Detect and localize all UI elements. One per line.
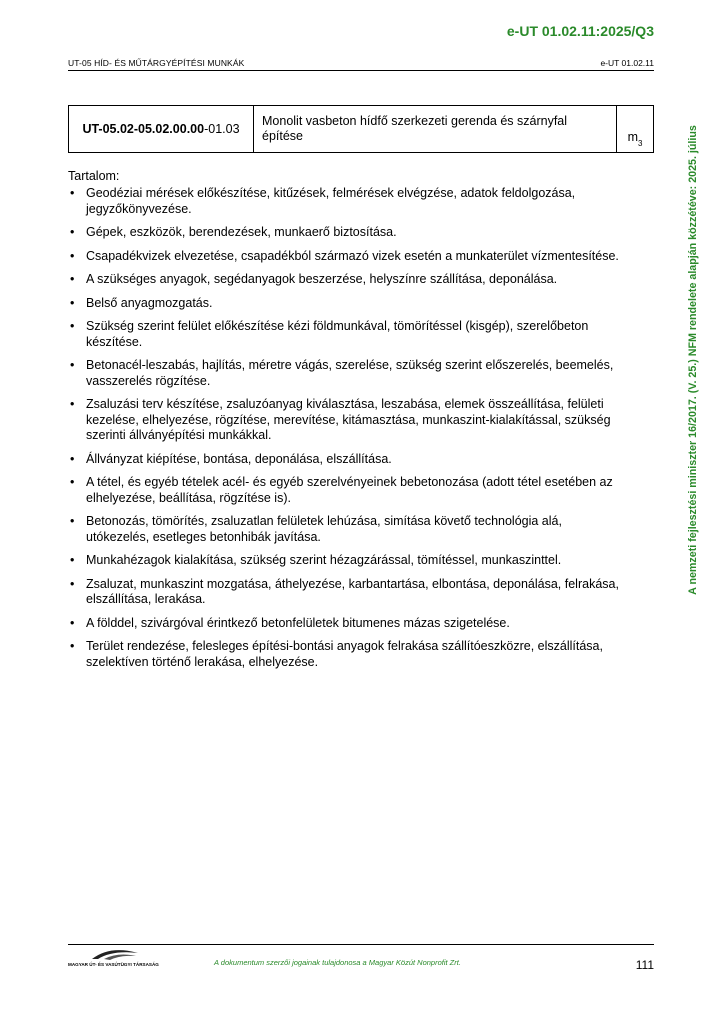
list-item: • Betonozás, tömörítés, zsaluzatlan felületek lehúzása, simítása követő technológia alá, utókezelés, esetleges betonhibák javítása. <box>68 514 628 545</box>
list-item: • Állványzat kiépítése, bontása, deponálása, elszállítása. <box>68 452 628 468</box>
section-title: UT-05 HÍD- ÉS MŰTÁRGYÉPÍTÉSI MUNKÁK <box>68 58 245 68</box>
list-item: • A tétel, és egyéb tételek acél- és egyéb szerelvényeinek bebetonozása (adott tétel esetében az elhelyezése, beállítása, rögzítése is). <box>68 475 628 506</box>
content-list <box>68 186 628 678</box>
item-code-main: UT-05.02-05.02.00.00 <box>82 122 205 136</box>
document-reference: e-UT 01.02.11 <box>600 58 654 68</box>
list-item: • Gépek, eszközök, berendezések, munkaerő biztosítása. <box>68 225 628 241</box>
list-item: • Terület rendezése, felesleges építési-bontási anyagok felrakása szállítóeszközre, elszállítása, szelektíven történő lerakása, elhelyezése. <box>68 639 628 670</box>
item-unit: m <box>627 130 638 144</box>
list-item: • Csapadékvizek elvezetése, csapadékból származó vizek esetén a munkaterület vízmentesítése. <box>68 249 628 265</box>
list-item: • Betonacél-leszabás, hajlítás, méretre vágás, szerelése, szükség szerint előszerelés, beemelés, vasszerelés rögzítése. <box>68 358 628 389</box>
logo-text: MAGYAR ÚT- ÉS VASÚTÜGYI TÁRSASÁG <box>68 962 159 967</box>
footer-divider <box>68 944 654 945</box>
header-divider <box>68 70 654 71</box>
publication-note <box>686 95 700 625</box>
item-table <box>68 105 654 153</box>
logo-mark-icon <box>90 947 140 961</box>
document-code: e-UT 01.02.11:2025/Q3 <box>506 23 654 39</box>
list-item: • Munkahézagok kialakítása, szükség szerint hézagzárással, tömítéssel, munkaszinttel. <box>68 553 628 569</box>
list-item: • Geodéziai mérések előkészítése, kitűzések, felmérések elvégzése, adatok feldolgozása, jegyzőkönyvezése. <box>68 186 628 217</box>
list-item: • Belső anyagmozgatás. <box>68 296 628 312</box>
list-item: • Zsaluzási terv készítése, zsaluzóanyag kiválasztása, leszabása, elemek összeállítása, felületi kezelése, elhelyezése, rögzítése, merevítése, kitámasztása, munkaszint-kialakítással, szükség szerinti állványépítési munkákkal. <box>68 397 628 444</box>
content-label: Tartalom: <box>68 169 120 183</box>
society-logo <box>68 947 163 971</box>
item-code-cell <box>69 106 254 152</box>
publication-note-text: A nemzeti fejlesztési miniszter 16/2017. (V. 25.) NFM rendelete alapján közzétéve: 2025. július <box>687 125 699 595</box>
list-item: • A földdel, szivárgóval érintkező betonfelületek bitumenes mázas szigetelése. <box>68 616 628 632</box>
copyright-notice: A dokumentum szerzői jogainak tulajdonosa a Magyar Közút Nonprofit Zrt. <box>214 958 461 967</box>
list-item: • Szükség szerint felület előkészítése kézi földmunkával, tömörítéssel (kisgép), szerelőbeton készítése. <box>68 319 628 350</box>
item-unit-cell: m 3 <box>627 130 643 148</box>
page-number: 111 <box>635 958 654 972</box>
list-item: • Zsaluzat, munkaszint mozgatása, áthelyezése, karbantartása, elbontása, deponálása, felrakása, elszállítása, lerakása. <box>68 577 628 608</box>
item-description: Monolit vasbeton hídfő szerkezeti gerenda és szárnyfal építése <box>254 106 617 152</box>
item-code-suffix: -01.03 <box>204 122 240 136</box>
list-item: • A szükséges anyagok, segédanyagok beszerzése, helyszínre szállítása, deponálása. <box>68 272 628 288</box>
